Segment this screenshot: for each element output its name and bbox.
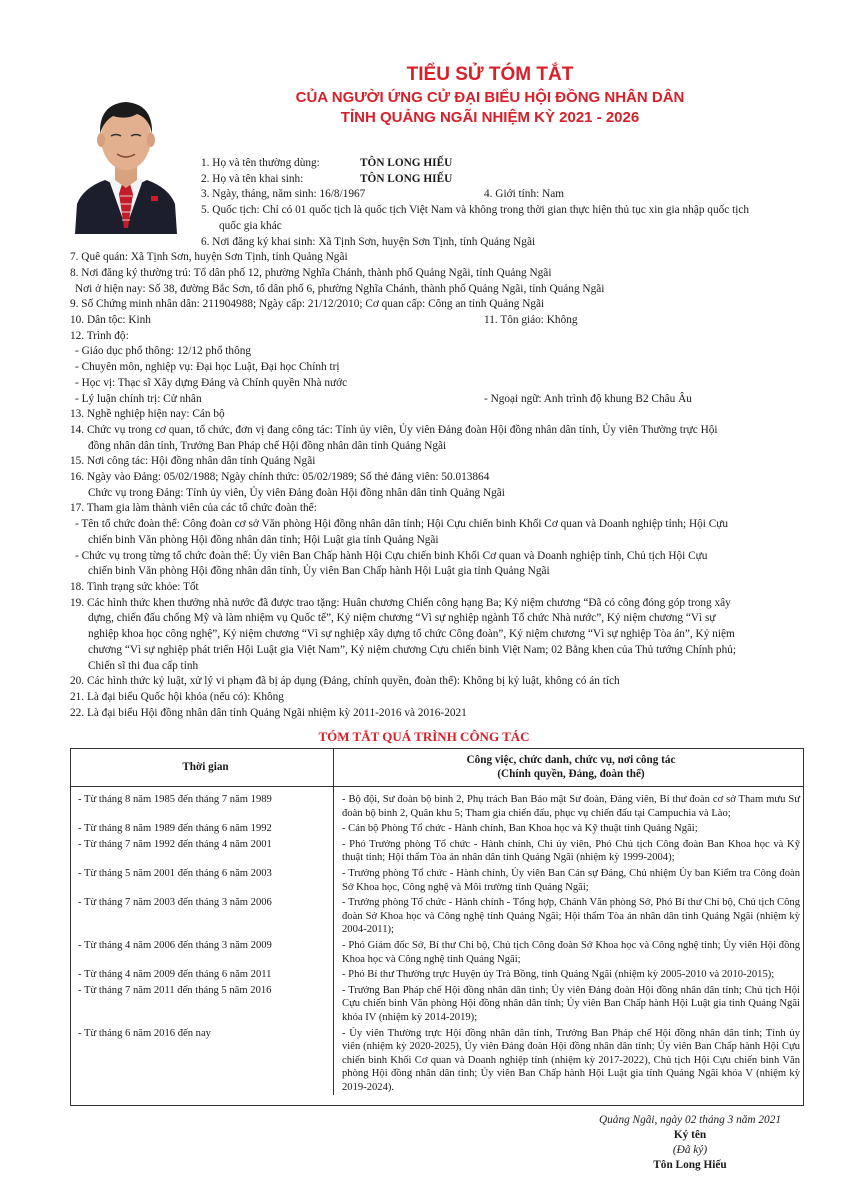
- row-time: - Từ tháng 6 năm 2016 đến nay: [70, 1026, 334, 1096]
- work-history-title: TÓM TẮT QUÁ TRÌNH CÔNG TÁC: [318, 729, 530, 744]
- row-time: - Từ tháng 4 năm 2009 đến tháng 6 năm 2011: [70, 967, 334, 983]
- field-ethnicity: 10. Dân tộc: Kinh 11. Tôn giáo: Không: [70, 313, 810, 329]
- field-education-general: - Giáo dục phổ thông: 12/12 phổ thông: [75, 345, 252, 358]
- field-discipline: 20. Các hình thức kỷ luật, xử lý vi phạm đã bị áp dụng (Đảng, chính quyền, đoàn thể): Không bị kỷ luật, không có án tích: [70, 675, 620, 688]
- work-history-rows: [70, 787, 804, 1096]
- place-date: Quảng Ngãi, ngày 02 tháng 3 năm 2021: [598, 1114, 781, 1126]
- field-organizations-names: - Tên tổ chức đoàn thể: Công đoàn cơ sở Văn phòng Hội đồng nhân dân tỉnh; Hội Cựu chiến binh Khối Cơ quan và Doanh nghiệp tỉnh; Hội Cựu: [75, 518, 729, 531]
- field-education-language: - Ngoại ngữ: Anh trình độ khung B2 Châu Âu: [484, 392, 692, 405]
- common-name-value: TÔN LONG HIẾU: [360, 157, 453, 169]
- table-row: [70, 938, 804, 967]
- field-position-cont: đồng nhân dân tỉnh, Trưởng Ban Pháp chế Hội đồng nhân dân tỉnh Quảng Ngãi: [88, 439, 447, 452]
- col-header-time: Thời gian: [70, 748, 334, 787]
- field-birth-date: 3. Ngày, tháng, năm sinh: 16/8/1967 4. Giới tính: Nam: [70, 187, 810, 203]
- field-awards-3: nghiệp khoa học công nghệ”, Kỷ niệm chương “Vì sự nghiệp xây dựng tổ chức Công đoàn”, Kỷ niệm chương “Vì sự nghiệp Tòa án”, Kỷ niệm: [88, 628, 735, 641]
- field-council-terms: 22. Là đại biểu Hội đồng nhân dân tỉnh Quảng Ngãi nhiệm kỳ 2011-2016 và 2016-2021: [70, 706, 467, 719]
- field-gender: 4. Giới tính: Nam: [484, 188, 565, 201]
- row-description: - Trưởng phòng Tổ chức - Hành chính, Ủy viên Ban Cán sự Đảng, Chủ nhiệm Ủy ban Kiểm tra Công đoàn Sở Khoa học, Công nghệ và Môi trường tỉnh Quảng Ngãi;: [342, 867, 800, 893]
- row-time: - Từ tháng 7 năm 2003 đến tháng 3 năm 2006: [70, 895, 334, 938]
- document-title: TIỂU SỬ TÓM TẮT: [406, 64, 574, 85]
- row-description: - Cán bộ Phòng Tổ chức - Hành chính, Ban Khoa học và Kỹ thuật tỉnh Quảng Ngãi;: [342, 823, 698, 835]
- field-party-join: 16. Ngày vào Đảng: 05/02/1988; Ngày chính thức: 05/02/1989; Số thẻ đảng viên: 50.013864: [70, 471, 490, 484]
- field-hometown: 7. Quê quán: Xã Tịnh Sơn, huyện Sơn Tịnh, tỉnh Quảng Ngãi: [70, 251, 348, 264]
- row-description: - Phó Trưởng phòng Tổ chức - Hành chính, Chi ủy viên, Phó Chủ tịch Công đoàn Ban Khoa học và Kỹ thuật tỉnh; Hội thẩm Tòa án nhân dân tỉnh Quảng Ngãi (nhiệm kỳ 1999-2004);: [342, 838, 800, 864]
- field-occupation: 13. Nghề nghiệp hiện nay: Cán bộ: [70, 408, 225, 421]
- document-subtitle-1: CỦA NGƯỜI ỨNG CỬ ĐẠI BIỂU HỘI ĐỒNG NHÂN DÂN: [295, 89, 685, 106]
- field-education: 12. Trình độ:: [70, 329, 129, 342]
- table-header-row: [70, 748, 804, 787]
- row-description: - Ủy viên Thường trực Hội đồng nhân dân tỉnh, Trưởng Ban Pháp chế Hội đồng nhân dân tỉnh; Tỉnh ủy viên (nhiệm kỳ 2020-2025), Ủy viên Đảng đoàn Hội đồng nhân dân tỉnh; Ủy viên Ban Chấp hành Hội Cựu chiến binh Khối Cơ quan và Doanh nghiệp tỉnh (nhiệm kỳ 2017-2022), Chủ tịch Hội Cựu chiến binh Văn phòng Hội đồng nhân dân tỉnh; Ủy viên Ban Chấp hành Hội Luật gia tỉnh Quảng Ngãi khóa V (nhiệm kỳ 2019-2024).: [342, 1027, 800, 1093]
- biography-fields: [70, 156, 810, 721]
- field-awards-5: Chiến sĩ thi đua cấp tỉnh: [88, 659, 199, 672]
- table-row: [70, 983, 804, 1026]
- document-subtitle-2: TỈNH QUẢNG NGÃI NHIỆM KỲ 2021 - 2026: [340, 109, 640, 126]
- row-time: - Từ tháng 8 năm 1989 đến tháng 6 năm 1992: [70, 821, 334, 837]
- field-organizations: 17. Tham gia làm thành viên của các tổ chức đoàn thể:: [70, 502, 317, 515]
- field-organizations-roles: - Chức vụ trong từng tổ chức đoàn thể: Ủy viên Ban Chấp hành Hội Cựu chiến binh Khối Cơ quan và Doanh nghiệp tỉnh, Chủ tịch Hội Cựu: [75, 549, 708, 562]
- field-party-position: Chức vụ trong Đảng: Tỉnh ủy viên, Ủy viên Đảng đoàn Hội đồng nhân dân tỉnh Quảng Ngãi: [88, 486, 505, 499]
- field-birth-name: 2. Họ và tên khai sinh: TÔN LONG HIẾU: [70, 172, 810, 188]
- field-health: 18. Tình trạng sức khỏe: Tốt: [70, 580, 199, 593]
- field-education-degree: - Học vị: Thạc sĩ Xây dựng Đảng và Chính quyền Nhà nước: [75, 376, 348, 389]
- birth-name-value: TÔN LONG HIẾU: [360, 172, 453, 185]
- signed-note: (Đã ký): [672, 1144, 708, 1156]
- field-id-card: 9. Số Chứng minh nhân dân: 211904988; Ngày cấp: 21/12/2010; Cơ quan cấp: Công an tỉnh Quảng Ngãi: [70, 298, 545, 311]
- field-position: 14. Chức vụ trong cơ quan, tổ chức, đơn vị đang công tác: Tỉnh ủy viên, Ủy viên Đảng đoàn Hội đồng nhân dân tỉnh, Ủy viên Thường trực Hội: [70, 423, 718, 436]
- table-row: [70, 967, 804, 983]
- field-education-professional: - Chuyên môn, nghiệp vụ: Đại học Luật, Đại học Chính trị: [75, 361, 340, 374]
- field-awards-1: 19. Các hình thức khen thưởng nhà nước đã được trao tặng: Huân chương Chiến công hạng Ba; Kỷ niệm chương “Đã có công đóng góp trong xây: [70, 596, 731, 609]
- field-national-assembly: 21. Là đại biểu Quốc hội khóa (nếu có): Không: [70, 690, 284, 703]
- field-nationality: 5. Quốc tịch: Chỉ có 01 quốc tịch là quốc tịch Việt Nam và không trong thời gian thực hiện thủ tục xin gia nhập quốc tịch: [201, 204, 750, 217]
- field-awards-4: chương “Vì sự nghiệp phát triển Hội Luật gia Việt Nam”, Kỷ niệm chương Cựu chiến binh Việt Nam; 02 Bằng khen của Thủ tướng Chính phủ;: [88, 643, 737, 656]
- field-organizations-roles-cont: chiến binh Văn phòng Hội đồng nhân dân tỉnh, Ủy viên Ban Chấp hành Hội Luật gia tỉnh Quảng Ngãi: [88, 565, 550, 578]
- field-awards-2: dựng, chiến đấu chống Mỹ và làm nhiệm vụ Quốc tế”, Kỷ niệm chương “Vì sự nghiệp ngành Tổ chức Nhà nước”, Kỷ niệm chương “Vì sự: [88, 612, 716, 625]
- row-description: - Trưởng Ban Pháp chế Hội đồng nhân dân tỉnh; Ủy viên Đảng đoàn Hội đồng nhân dân tỉnh; Chủ tịch Hội Cựu chiến binh Văn phòng Hội đồng nhân dân tỉnh; Ủy viên Ban Chấp hành Hội Luật gia tỉnh Quảng Ngãi khóa IV (nhiệm kỳ 2014-2019);: [342, 984, 800, 1023]
- row-time: - Từ tháng 5 năm 2001 đến tháng 6 năm 2003: [70, 866, 334, 895]
- field-education-politics: - Lý luận chính trị: Cử nhân - Ngoại ngữ: Anh trình độ khung B2 Châu Âu: [70, 392, 810, 408]
- row-description: - Trưởng phòng Tổ chức - Hành chính - Tổng hợp, Chánh Văn phòng Sở, Phó Bí thư Chi bộ, Chủ tịch Công đoàn Sở Khoa học và Công nghệ tỉnh Quảng Ngãi; Hội thẩm Tòa án nhân dân tỉnh Quảng Ngãi (nhiệm kỳ 2004-2011);: [342, 897, 800, 936]
- table-row: [70, 1026, 804, 1096]
- field-permanent-residence: 8. Nơi đăng ký thường trú: Tổ dân phố 12, phường Nghĩa Chánh, thành phố Quảng Ngãi, tỉnh Quảng Ngãi: [70, 266, 552, 279]
- field-religion: 11. Tôn giáo: Không: [484, 314, 578, 327]
- field-nationality-cont: quốc gia khác: [219, 219, 282, 232]
- col-header-description: Công việc, chức danh, chức vụ, nơi công tác (Chính quyền, Đảng, đoàn thể): [334, 748, 805, 787]
- table-row: [70, 787, 804, 822]
- work-history-table: [70, 748, 804, 1095]
- row-time: - Từ tháng 4 năm 2006 đến tháng 3 năm 2009: [70, 938, 334, 967]
- field-workplace: 15. Nơi công tác: Hội đồng nhân dân tỉnh Quảng Ngãi: [70, 455, 316, 468]
- field-current-residence: Nơi ở hiện nay: Số 38, đường Bắc Sơn, tổ dân phố 6, phường Nghĩa Chánh, thành phố Quảng Ngãi, tỉnh Quảng Ngãi: [75, 282, 605, 295]
- row-description: - Bộ đội, Sư đoàn bộ binh 2, Phụ trách Ban Bảo mật Sư đoàn, Đảng viên, Bí thư đoàn cơ sở Tham mưu Sư đoàn bộ binh 2, Quân khu 5; Tham gia chiến đấu, phục vụ chiến đấu tại Campuchia và Lào;: [342, 794, 800, 819]
- row-time: - Từ tháng 8 năm 1985 đến tháng 7 năm 1989: [70, 787, 334, 822]
- row-description: - Phó Giám đốc Sở, Bí thư Chi bộ, Chủ tịch Công đoàn Sở Khoa học và Công nghệ tỉnh; Ủy viên Hội đồng Khoa học và Công nghệ tỉnh Quảng Ngãi;: [342, 939, 800, 965]
- table-row: [70, 895, 804, 938]
- signature-label: Ký tên: [673, 1129, 707, 1141]
- signature-block: [560, 1113, 820, 1173]
- field-birth-registration: 6. Nơi đăng ký khai sinh: Xã Tịnh Sơn, huyện Sơn Tịnh, tỉnh Quảng Ngãi: [201, 235, 536, 248]
- table-row: [70, 866, 804, 895]
- field-common-name: 1. Họ và tên thường dùng: TÔN LONG HIẾU: [70, 156, 810, 172]
- row-time: - Từ tháng 7 năm 1992 đến tháng 4 năm 2001: [70, 837, 334, 866]
- document-header: [200, 64, 780, 128]
- table-row: [70, 821, 804, 837]
- field-organizations-names-cont: chiến binh Văn phòng Hội đồng nhân dân tỉnh; Hội Luật gia tỉnh Quảng Ngãi: [88, 533, 439, 546]
- signer-name: Tôn Long Hiếu: [653, 1159, 727, 1171]
- row-time: - Từ tháng 7 năm 2011 đến tháng 5 năm 2016: [70, 983, 334, 1026]
- table-row: [70, 837, 804, 866]
- row-description: - Phó Bí thư Thường trực Huyện ủy Trà Bồng, tỉnh Quảng Ngãi (nhiệm kỳ 2005-2010 và 2010-2015);: [342, 969, 775, 981]
